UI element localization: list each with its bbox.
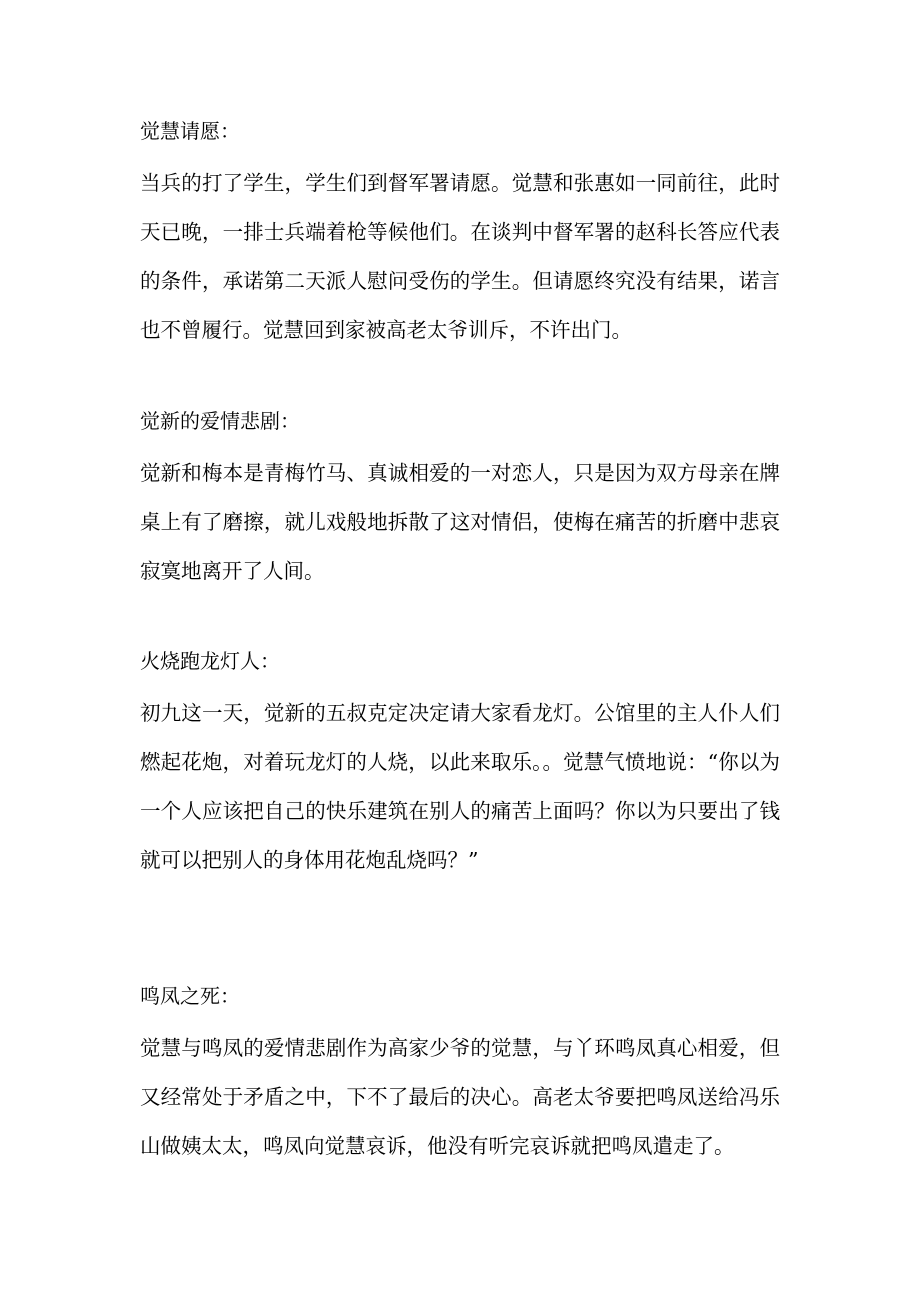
section-body: 觉慧与鸣凤的爱情悲剧作为高家少爷的觉慧，与丫环鸣凤真心相爱，但又经常处于矛盾之中，下不了最后的决心。高老太爷要把鸣凤送给冯乐山做姨太太，鸣凤向觉慧哀诉，他没有听完哀诉就把鸣凤遣走了。 bbox=[140, 1036, 780, 1158]
section-body: 觉新和梅本是青梅竹马、真诚相爱的一对恋人，只是因为双方母亲在牌桌上有了磨擦，就儿戏般地拆散了这对情侣，使梅在痛苦的折磨中悲哀寂寞地离开了人间。 bbox=[140, 461, 780, 583]
section-juexin-love-tragedy bbox=[140, 408, 780, 596]
section-heading: 火烧跑龙灯人： bbox=[140, 649, 280, 673]
section-dragon-lantern bbox=[140, 648, 780, 885]
section-heading: 觉慧请愿： bbox=[140, 119, 240, 143]
section-heading: 鸣凤之死： bbox=[140, 984, 240, 1008]
section-juehui-petition bbox=[140, 118, 780, 355]
section-body: 当兵的打了学生，学生们到督军署请愿。觉慧和张惠如一同前往，此时天已晚，一排士兵端着枪等候他们。在谈判中督军署的赵科长答应代表的条件，承诺第二天派人慰问受伤的学生。但请愿终究没有结果，诺言也不曾履行。觉慧回到家被高老太爷训斥，不许出门。 bbox=[140, 171, 780, 342]
section-body: 初九这一天，觉新的五叔克定决定请大家看龙灯。公馆里的主人仆人们燃起花炮，对着玩龙灯的人烧，以此来取乐。。觉慧气愤地说：“你以为一个人应该把自己的快乐建筑在别人的痛苦上面吗？你以为只要出了钱就可以把别人的身体用花炮乱烧吗？” bbox=[140, 701, 780, 872]
section-heading: 觉新的爱情悲剧： bbox=[140, 409, 300, 433]
section-mingfeng-death bbox=[140, 983, 780, 1171]
